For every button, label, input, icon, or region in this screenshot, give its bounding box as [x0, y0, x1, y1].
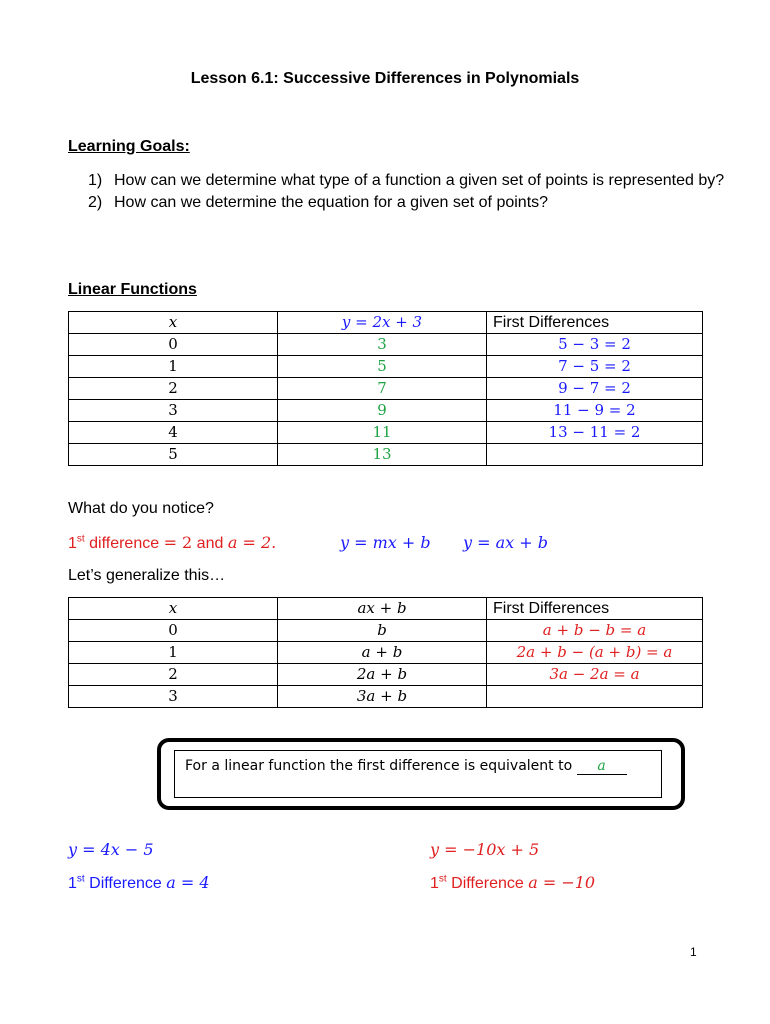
slope-intercept-form: y = mx + b — [340, 533, 431, 552]
example-st: st — [76, 873, 85, 885]
notice-answer — [68, 533, 276, 553]
cell-y: 3 — [278, 334, 487, 356]
table-row — [69, 686, 703, 708]
header-first-differences: First Differences — [487, 312, 703, 334]
example-equation-1: y = 4x − 5 — [68, 840, 154, 859]
learning-goals-heading: Learning Goals: — [68, 138, 190, 155]
example-difference-1 — [68, 873, 210, 893]
goal-number: 1) — [88, 172, 103, 189]
cell-x: 0 — [69, 334, 278, 356]
cell-x: 0 — [69, 620, 278, 642]
cell-diff: 5 − 3 = 2 — [487, 334, 703, 356]
table-row — [69, 664, 703, 686]
example-label: Difference — [446, 875, 529, 892]
cell-diff — [487, 686, 703, 708]
callout-statement — [185, 758, 627, 775]
table-row — [69, 356, 703, 378]
table-header-row — [69, 312, 703, 334]
table-row — [69, 400, 703, 422]
example-difference-2 — [430, 873, 595, 893]
notice-first: 1 — [68, 535, 77, 552]
page-title: Lesson 6.1: Successive Differences in Polynomials — [190, 70, 580, 87]
table-header-row — [69, 598, 703, 620]
cell-expr: 3a + b — [278, 686, 487, 708]
cell-y: 9 — [278, 400, 487, 422]
example-first: 1 — [68, 875, 77, 892]
header-y: y = 2x + 3 — [278, 312, 487, 334]
example-first: 1 — [430, 875, 439, 892]
table-row — [69, 620, 703, 642]
header-first-differences: First Differences — [487, 598, 703, 620]
cell-y: 13 — [278, 444, 487, 466]
cell-x: 3 — [69, 400, 278, 422]
cell-y: 11 — [278, 422, 487, 444]
page-number: 1 — [690, 945, 697, 959]
cell-x: 1 — [69, 642, 278, 664]
example-st: st — [438, 873, 447, 885]
cell-diff — [487, 444, 703, 466]
general-linear-form: y = ax + b — [463, 533, 548, 552]
generalize-text: Let’s generalize this… — [68, 567, 226, 584]
example-equation-2: y = −10x + 5 — [430, 840, 540, 859]
cell-x: 4 — [69, 422, 278, 444]
header-ax-b: ax + b — [278, 598, 487, 620]
table-row — [69, 334, 703, 356]
example-value: a = 4 — [166, 873, 210, 892]
cell-x: 2 — [69, 378, 278, 400]
header-x: x — [69, 598, 278, 620]
callout-text: For a linear function the first difference is equivalent to — [185, 758, 577, 774]
header-x: x — [69, 312, 278, 334]
cell-x: 5 — [69, 444, 278, 466]
table-row — [69, 642, 703, 664]
example-label: Difference — [84, 875, 167, 892]
goal-text: How can we determine what type of a function a given set of points is represented by? — [114, 172, 725, 189]
linear-table — [68, 311, 703, 466]
cell-diff: 13 − 11 = 2 — [487, 422, 703, 444]
learning-goal-item — [88, 170, 728, 192]
example-value: a = −10 — [528, 873, 596, 892]
cell-diff: 3a − 2a = a — [487, 664, 703, 686]
notice-question: What do you notice? — [68, 500, 214, 517]
cell-expr: a + b — [278, 642, 487, 664]
goal-text: How can we determine the equation for a given set of points? — [114, 194, 549, 211]
cell-diff: a + b − b = a — [487, 620, 703, 642]
cell-diff: 9 − 7 = 2 — [487, 378, 703, 400]
general-table — [68, 597, 703, 708]
cell-y: 7 — [278, 378, 487, 400]
notice-st: st — [76, 533, 85, 545]
cell-diff: 2a + b − (a + b) = a — [487, 642, 703, 664]
cell-expr: b — [278, 620, 487, 642]
notice-eq1: = 2 — [163, 533, 193, 552]
cell-diff: 11 − 9 = 2 — [487, 400, 703, 422]
linear-functions-heading: Linear Functions — [68, 281, 197, 298]
learning-goal-item — [88, 192, 728, 214]
table-row — [69, 378, 703, 400]
cell-diff: 7 − 5 = 2 — [487, 356, 703, 378]
cell-x: 3 — [69, 686, 278, 708]
goal-number: 2) — [88, 194, 103, 211]
notice-diff-text: difference — [84, 535, 164, 552]
cell-x: 1 — [69, 356, 278, 378]
callout-answer: a — [577, 758, 627, 775]
cell-expr: 2a + b — [278, 664, 487, 686]
notice-and-text: and — [192, 535, 228, 552]
table-row — [69, 422, 703, 444]
table-row — [69, 444, 703, 466]
notice-eq2: a = 2. — [227, 533, 277, 552]
learning-goals-list — [88, 170, 728, 214]
cell-y: 5 — [278, 356, 487, 378]
cell-x: 2 — [69, 664, 278, 686]
